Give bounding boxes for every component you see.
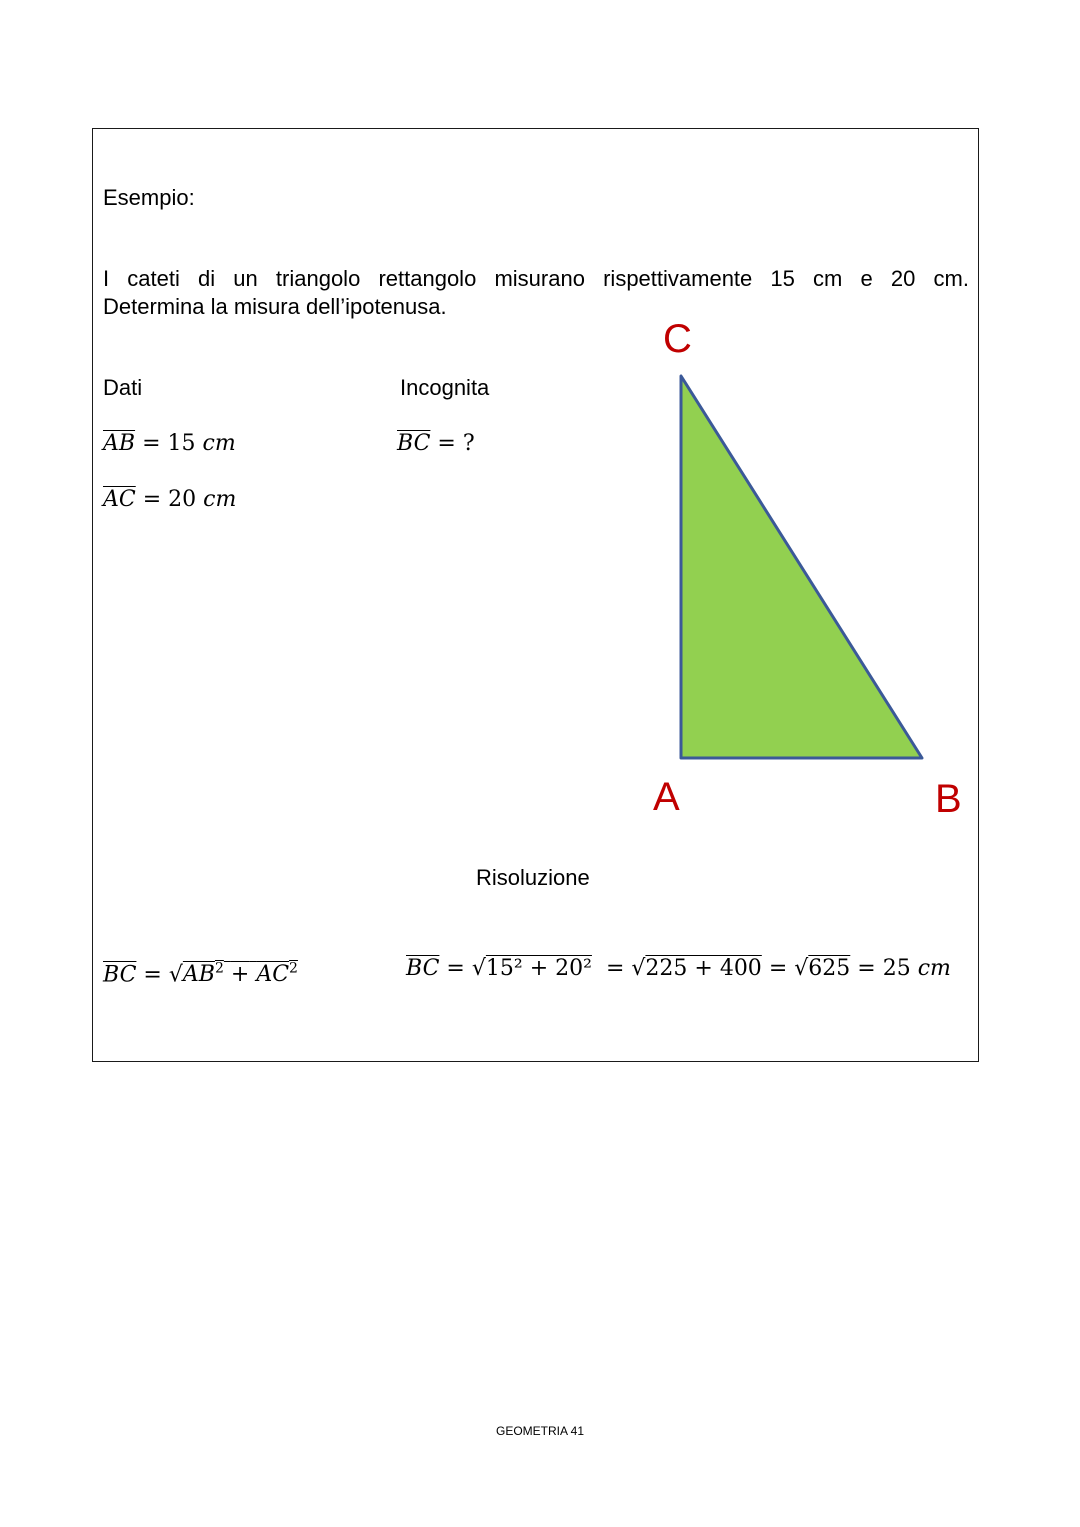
formula-plus: +	[230, 962, 250, 988]
incognita-heading: Incognita	[400, 375, 490, 400]
computation-step-1: 15² + 20²	[485, 956, 592, 981]
computation-equals-3: =	[768, 956, 788, 981]
equals-sign: =	[142, 431, 161, 456]
computation-lhs: $\overline{BC}$	[406, 956, 440, 981]
sqrt-symbol: √	[471, 956, 486, 981]
unknown-mark: = ?	[437, 431, 475, 456]
dati-heading: Dati	[103, 375, 143, 400]
problem-line-1: I cateti di un triangolo rettangolo misurano rispettivamente 15 cm e 20 cm.	[103, 266, 969, 291]
segment-ab: $\overline{AB}$	[103, 431, 136, 456]
computation-step-3: 625	[808, 956, 851, 981]
unit-ac: cm	[203, 487, 237, 512]
formula-lhs: $\overline{BC}$	[103, 962, 137, 988]
value-ab: 15	[167, 431, 196, 456]
formula-equals: =	[143, 962, 162, 988]
formula-term-ac: AC	[256, 962, 290, 988]
value-ac: 20	[168, 487, 197, 512]
page-footer: GEOMETRIA 41	[495, 1424, 585, 1438]
equals-sign: =	[142, 487, 162, 512]
sqrt-symbol: √	[168, 962, 183, 988]
computation	[406, 954, 951, 984]
computation-equals-2: =	[605, 956, 625, 981]
risoluzione-heading: Risoluzione	[476, 865, 590, 890]
triangle-abc	[681, 376, 922, 758]
computation-equals-1: =	[446, 956, 465, 981]
formula-radicand	[183, 962, 298, 987]
sqrt-symbol: √	[631, 956, 646, 981]
example-label: Esempio:	[103, 185, 195, 210]
formula-exp-1: 2	[214, 961, 224, 977]
vertex-c-label: C	[663, 317, 692, 361]
vertex-b-label: B	[935, 777, 962, 821]
segment-bc: $\overline{BC}$	[397, 431, 431, 456]
computation-unit: cm	[917, 956, 951, 981]
problem-line-2: Determina la misura dell’ipotenusa.	[103, 294, 447, 319]
formula-exp-2: 2	[289, 961, 298, 977]
computation-step-2: 225 + 400	[645, 956, 762, 981]
unit-ab: cm	[202, 431, 236, 456]
vertex-a-label: A	[653, 775, 680, 819]
computation-equals-4: =	[857, 956, 876, 981]
formula-term-ab: AB	[182, 962, 215, 988]
pythagoras-formula	[103, 954, 298, 990]
segment-ac: $\overline{AC}$	[103, 487, 136, 512]
sqrt-symbol: √	[794, 956, 809, 981]
computation-result: 25	[882, 956, 911, 981]
